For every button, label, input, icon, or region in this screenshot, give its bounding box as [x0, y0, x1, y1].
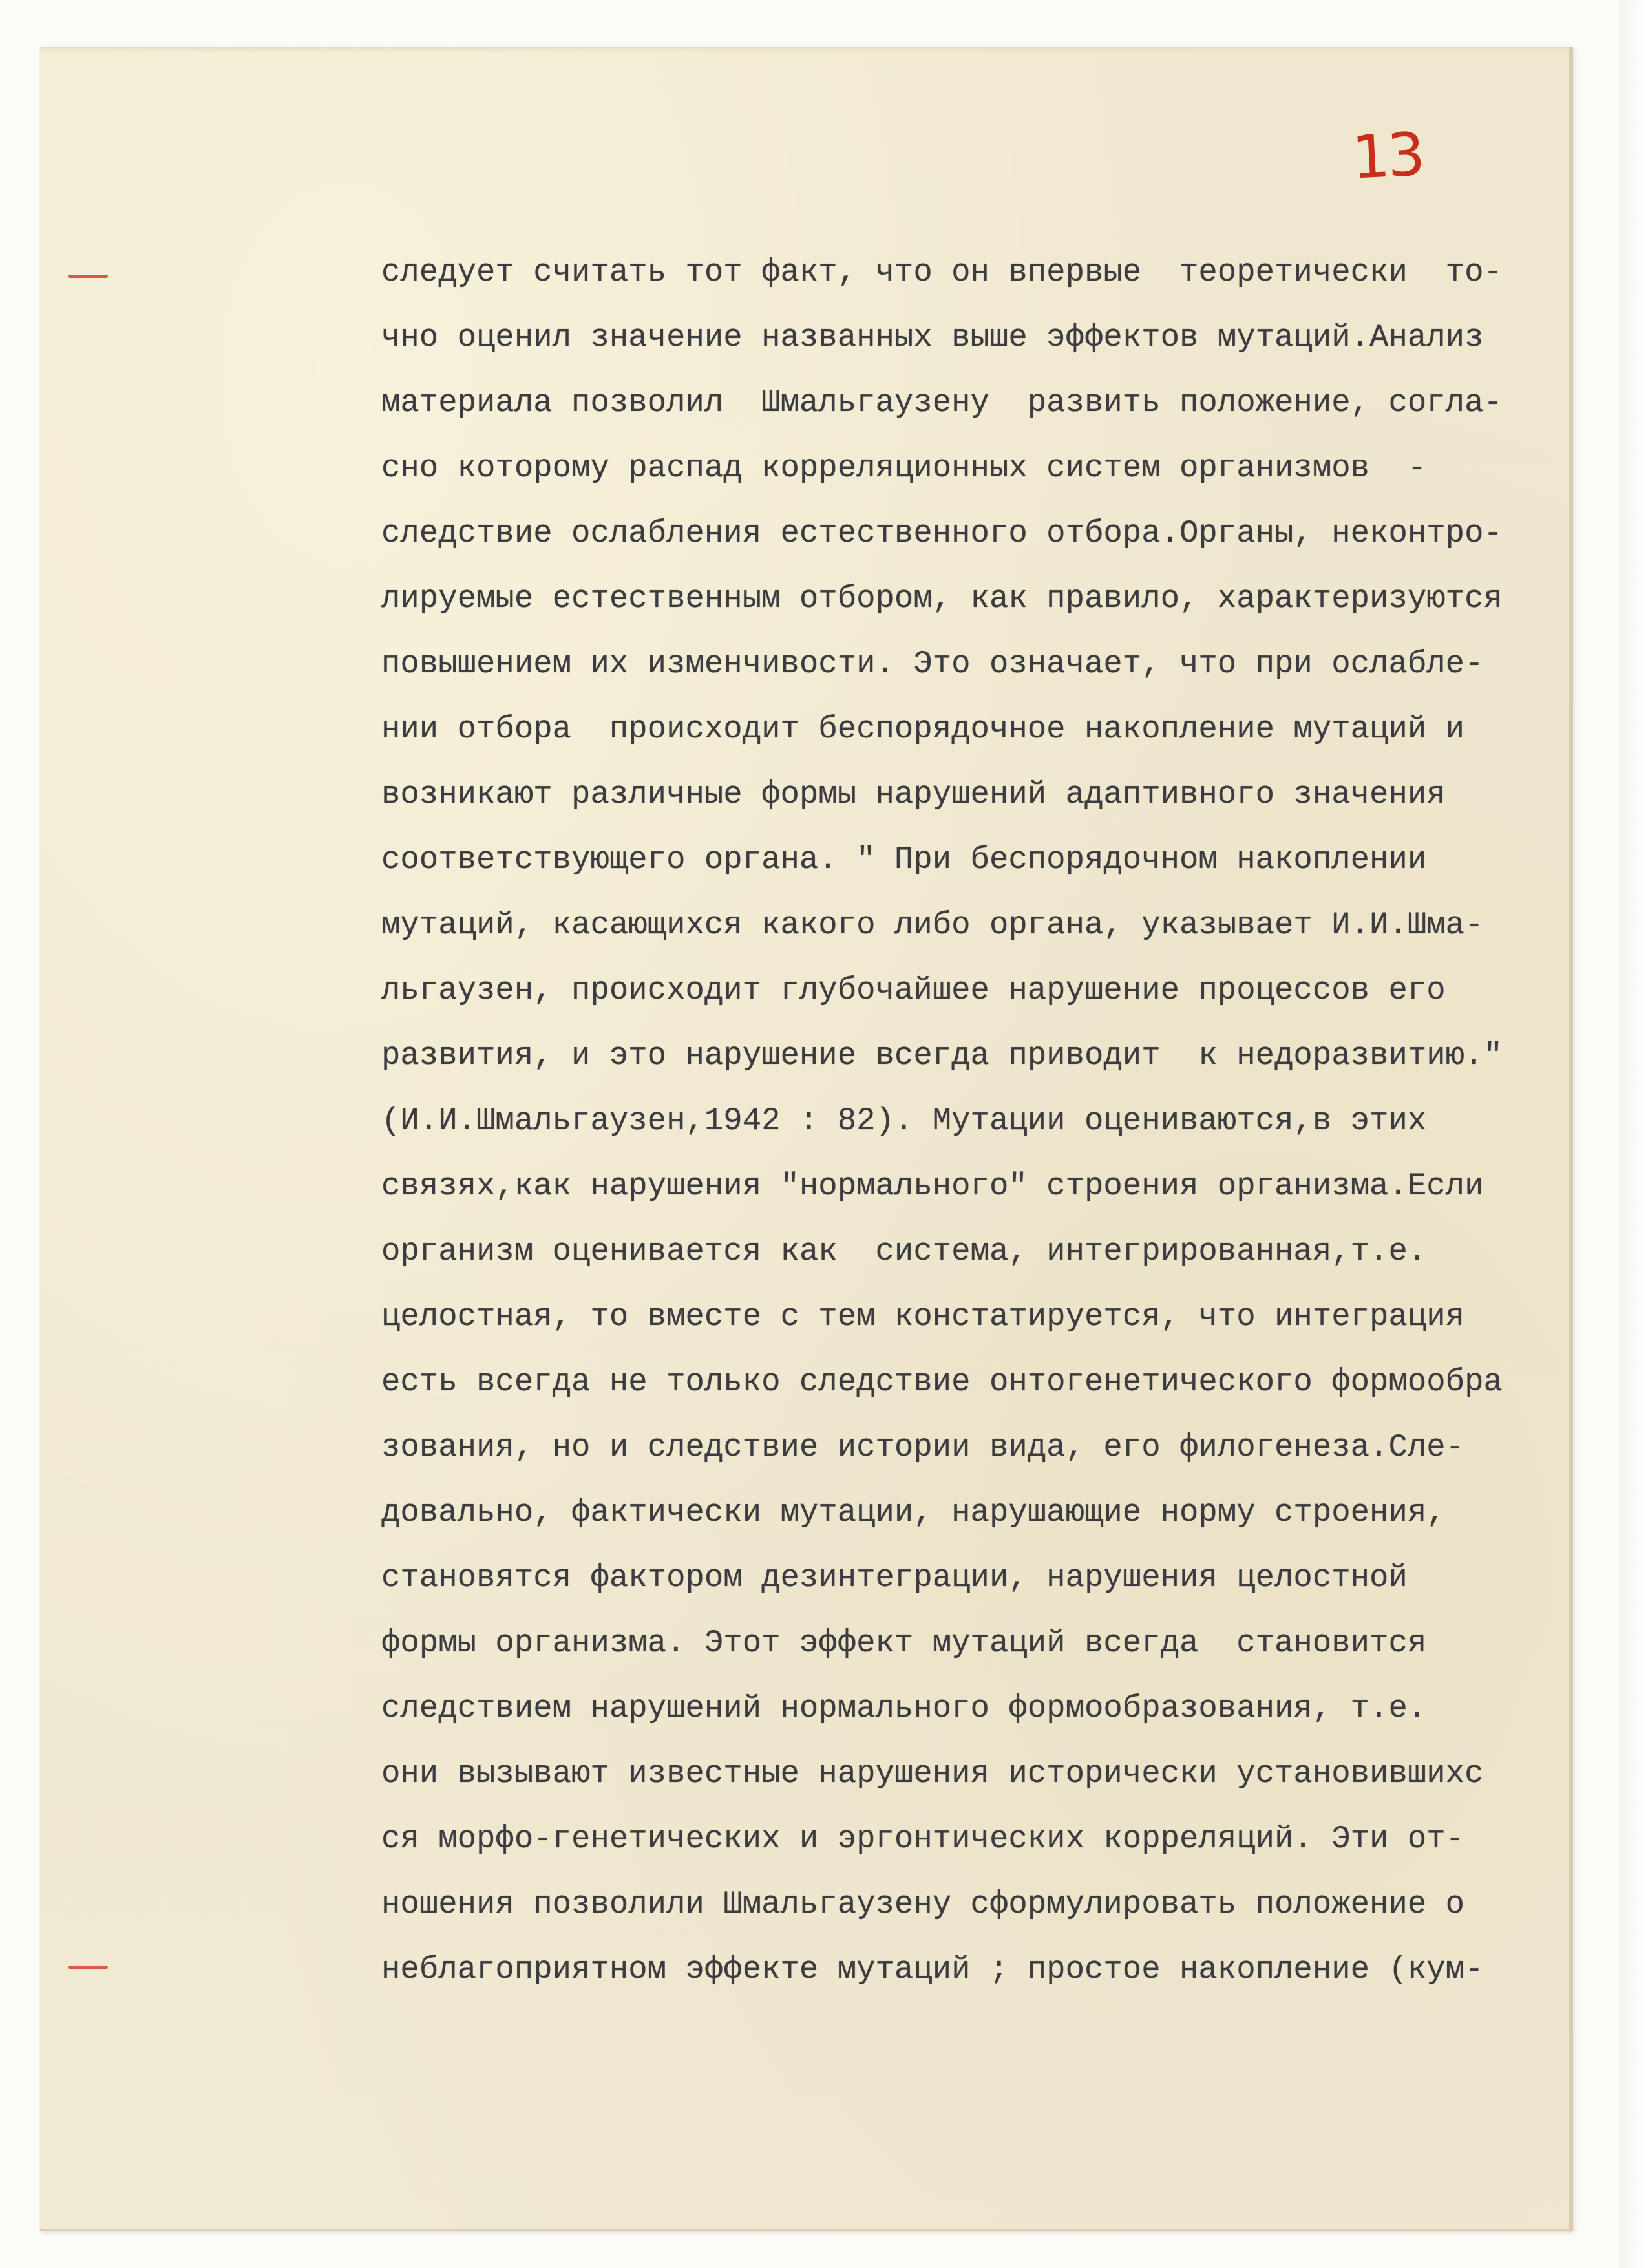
text-line: формы организма. Этот эффект мутаций всегда становится — [381, 1625, 1427, 1661]
text-line: они вызывают известные нарушения исторически установившихс — [381, 1755, 1484, 1792]
text-line: чно оценил значение названных выше эффектов мутаций.Анализ — [381, 319, 1484, 355]
text-line: ся морфо-генетических и эргонтических корреляций. Эти от- — [381, 1821, 1465, 1857]
text-line: довально, фактически мутации, нарушающие норму строения, — [381, 1494, 1446, 1531]
text-line: развития, и это нарушение всегда приводит к недоразвитию." — [381, 1037, 1503, 1074]
text-line: организм оценивается как система, интегрированная,т.е. — [381, 1233, 1427, 1269]
text-line: целостная, то вместе с тем констатируется, что интеграция — [381, 1298, 1465, 1335]
text-line: льгаузен, происходит глубочайшее нарушение процессов его — [381, 972, 1446, 1008]
text-line: возникают различные формы нарушений адаптивного значения — [381, 776, 1446, 812]
text-line: мутаций, касающихся какого либо органа, указывает И.И.Шма- — [381, 907, 1484, 943]
text-line: лируемые естественным отбором, как правило, характеризуются — [381, 580, 1503, 617]
text-line: зования, но и следствие истории вида, его филогенеза.Сле- — [381, 1429, 1465, 1465]
text-line: материала позволил Шмальгаузену развить положение, согла- — [381, 385, 1503, 421]
red-margin-mark — [68, 275, 108, 278]
paper-edge — [40, 47, 1569, 53]
typewritten-text-block — [381, 251, 1564, 2013]
scan-edge — [1619, 0, 1648, 2268]
text-line: следствие ослабления естественного отбора.Органы, неконтро- — [381, 515, 1503, 551]
handwritten-page-number: 13 — [1350, 120, 1424, 193]
text-line: становятся фактором дезинтеграции, нарушения целостной — [381, 1560, 1408, 1596]
text-line: нии отбора происходит беспорядочное накопление мутаций и — [381, 711, 1465, 747]
red-margin-mark — [68, 1966, 108, 1969]
text-line: следствием нарушений нормального формообразования, т.е. — [381, 1690, 1427, 1726]
text-line: повышением их изменчивости. Это означает, что при ослабле- — [381, 646, 1484, 682]
text-line: ношения позволили Шмальгаузену сформулировать положение о — [381, 1886, 1465, 1922]
text-line: неблагоприятном эффекте мутаций ; простое накопление (кум- — [381, 1951, 1484, 1987]
text-line: следует считать тот факт, что он впервые теоретически то- — [381, 254, 1503, 290]
text-line: сно которому распад корреляционных систем организмов - — [381, 450, 1427, 486]
text-line: есть всегда не только следствие онтогенетического формообра — [381, 1364, 1503, 1400]
text-line: (И.И.Шмальгаузен,1942 : 82). Мутации оцениваются,в этих — [381, 1103, 1427, 1139]
text-line: связях,как нарушения "нормального" строения организма.Если — [381, 1168, 1484, 1204]
text-line: соответствующего органа. " При беспорядочном накоплении — [381, 842, 1427, 878]
